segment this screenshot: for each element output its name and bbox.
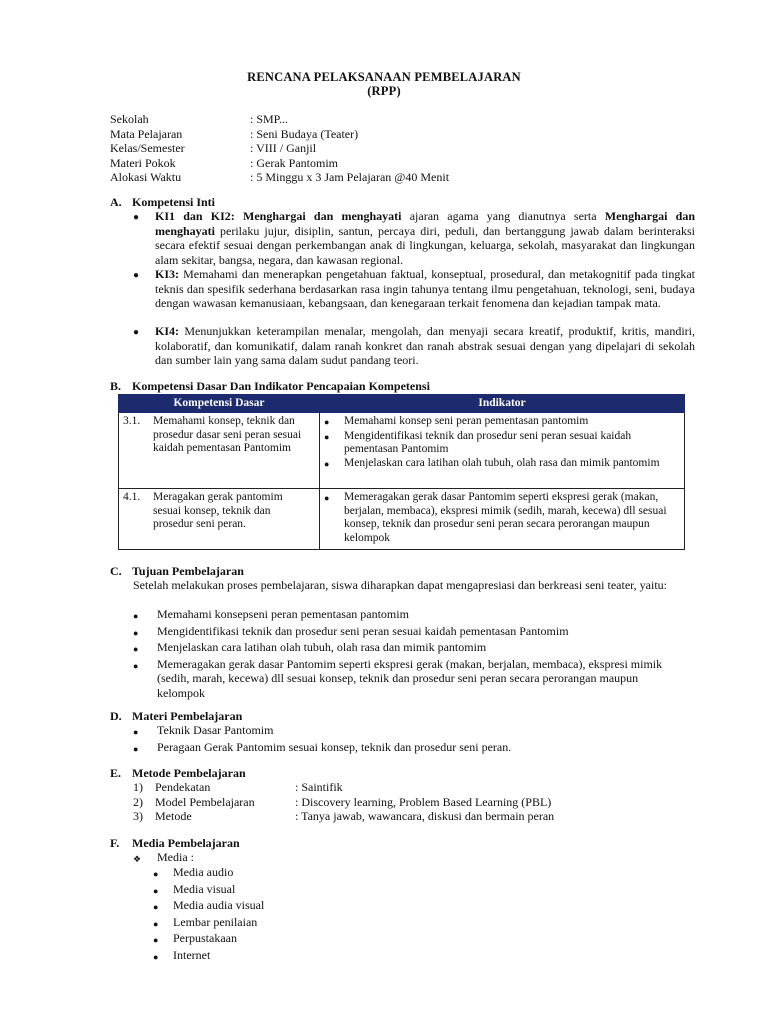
info-value: : VIII / Ganjil (250, 141, 317, 155)
section-f-heading: F. Media Pembelajaran (110, 836, 240, 850)
ki-item: KI1 dan KI2: Menghargai dan menghayati ajaran agama yang dianutnya serta Menghargai dan menghayati perilaku jujur, disiplin, santun, percaya diri, peduli, dan bertanggung jawab dalam berinteraksi secara efektif sesuai dengan perkembangan anak di lingkungan, keluarga, sekolah, masyarakat dan lingkungan alam sekitar, bangsa, negara, dan kawasan regional. (155, 209, 696, 267)
info-label: Kelas/Semester (110, 141, 185, 155)
list-item: ● Mengidentifikasi teknik dan prosedur seni peran sesuai kaidah pementasan Pantomim (133, 623, 569, 638)
info-value: : Seni Budaya (Teater) (250, 126, 359, 141)
info-label: Mata Pelajaran (110, 126, 183, 141)
media-heading: ❖ Media : (133, 850, 433, 867)
table-header: Kompetensi Dasar (119, 395, 320, 413)
list-item: ● Memeragakan gerak dasar Pantomim seperti ekspresi gerak (makan, berjalan, membaca), ekspresi mimik (sedih, marah, kecewa) dll sesuai konsep, teknik dan prosedur seni peran secara perorangan maupun kelompok (133, 656, 663, 700)
bullet-icon: ● (133, 212, 140, 223)
info-label: Alokasi Waktu (110, 170, 182, 184)
ki-item: KI4: Menunjukkan keterampilan menalar, mengolah, dan menyaji secara kreatif, produktif, kritis, mandiri, kolaboratif, dan komunikatif, dalam ranah konkret dan ranah abstrak sesuai dengan yang dipelajari di sekolah dan sumber lain yang sama dalam sudut pandang teori. (155, 324, 695, 368)
info-label: Materi Pokok (110, 155, 176, 170)
section-b-heading: B. Kompetensi Dasar Dan Indikator Pencapaian Kompetensi (110, 379, 430, 393)
table-header-row (119, 395, 685, 413)
bullet-icon: ● (133, 270, 140, 281)
info-value: : SMP... (250, 112, 289, 126)
metode-list (133, 780, 554, 824)
section-a-heading: A. Kompetensi Inti (110, 195, 216, 209)
info-row (110, 112, 449, 127)
info-row (110, 141, 449, 156)
indikator-cell (320, 489, 685, 550)
info-label: Sekolah (110, 112, 149, 126)
indikator-item: ● Menjelaskan cara latihan olah tubuh, olah rasa dan mimik pantomim (324, 456, 660, 469)
section-e-heading: E. Metode Pembelajaran (110, 766, 246, 780)
bullet-icon: ● (133, 327, 140, 338)
table-row (119, 413, 685, 489)
kd-number: 4.1. (123, 491, 141, 503)
info-row (110, 170, 449, 185)
diamond-bullet-icon: ❖ (133, 854, 142, 864)
kd-number: 3.1. (123, 415, 141, 427)
kd-text: Memahami konsep, teknik dan prosedur dasar seni peran sesuai kaidah pementasan Pantomim (153, 415, 302, 454)
table-header: Indikator (320, 395, 685, 413)
list-item: ● Perpustakaan (153, 931, 237, 946)
indikator-item: ● Mengidentifikasi teknik dan prosedur seni peran sesuai kaidah pementasan Pantomim (324, 429, 632, 455)
list-item: ● Media audia visual (153, 898, 265, 913)
metode-row: 1) Pendekatan : Saintifik (133, 780, 343, 794)
kd-cell (119, 413, 320, 489)
media-list (153, 865, 453, 965)
metode-row: 2) Model Pembelajaran : Discovery learning, Problem Based Learning (PBL) (133, 794, 552, 809)
metode-row: 3) Metode : Tanya jawab, wawancara, diskusi dan bermain peran (133, 809, 555, 824)
materi-list (133, 723, 673, 756)
kd-cell (119, 489, 320, 550)
kd-text: Meragakan gerak pantomim sesuai konsep, teknik dan prosedur seni peran. (153, 491, 283, 530)
tujuan-list (133, 607, 673, 701)
tujuan-intro: Setelah melakukan proses pembelajaran, siswa diharapkan dapat mengapresiasi dan berkreasi seni teater, yaitu: (133, 578, 667, 592)
list-item: ● Internet (153, 947, 211, 962)
info-row (110, 156, 449, 171)
indikator-cell (320, 413, 685, 489)
indikator-item: ● Memahami konsep seni peran pementasan pantomim (324, 415, 589, 427)
indikator-item: ● Memeragakan gerak dasar Pantomim seperti ekspresi gerak (makan, berjalan, membaca), ekspresi mimik (sedih, marah, kecewa) dll sesuai konsep, teknik dan prosedur seni peran secara perorangan maupun kelompok (324, 491, 667, 544)
list-item: ● Memahami konsepseni peran pementasan pantomim (133, 607, 409, 621)
section-c-heading: C. Tujuan Pembelajaran (110, 564, 244, 578)
list-item: ● Menjelaskan cara latihan olah tubuh, olah rasa dan mimik pantomim (133, 640, 487, 655)
competency-table (118, 394, 685, 550)
info-value: : 5 Minggu x 3 Jam Pelajaran @40 Menit (250, 170, 450, 184)
document-title: RENCANA PELAKSANAAN PEMBELAJARAN (247, 70, 521, 84)
info-row (110, 127, 449, 142)
list-item: ● Teknik Dasar Pantomim (133, 723, 274, 737)
identity-block (110, 112, 449, 185)
ki-item: KI3: Memahami dan menerapkan pengetahuan faktual, konseptual, prosedural, dan metakognitif pada tingkat teknis dan spesifik sederhana berdasarkan rasa ingin tahunya tentang ilmu pengetahuan, teknologi, seni, budaya dengan wawasan kemanusiaan, kebangsaan, dan kenegaraan terkait fenomena dan kejadian tampak mata. (155, 267, 695, 311)
list-item: ● Media visual (153, 881, 236, 896)
list-item: ● Peragaan Gerak Pantomim sesuai konsep, teknik dan prosedur seni peran. (133, 739, 512, 754)
list-item: ● Media audio (153, 865, 234, 879)
info-value: : Gerak Pantomim (250, 155, 338, 170)
section-d-heading: D. Materi Pembelajaran (110, 709, 243, 723)
table-row (119, 489, 685, 550)
document-subtitle: (RPP) (367, 84, 401, 98)
list-item: ● Lembar penilaian (153, 914, 258, 929)
